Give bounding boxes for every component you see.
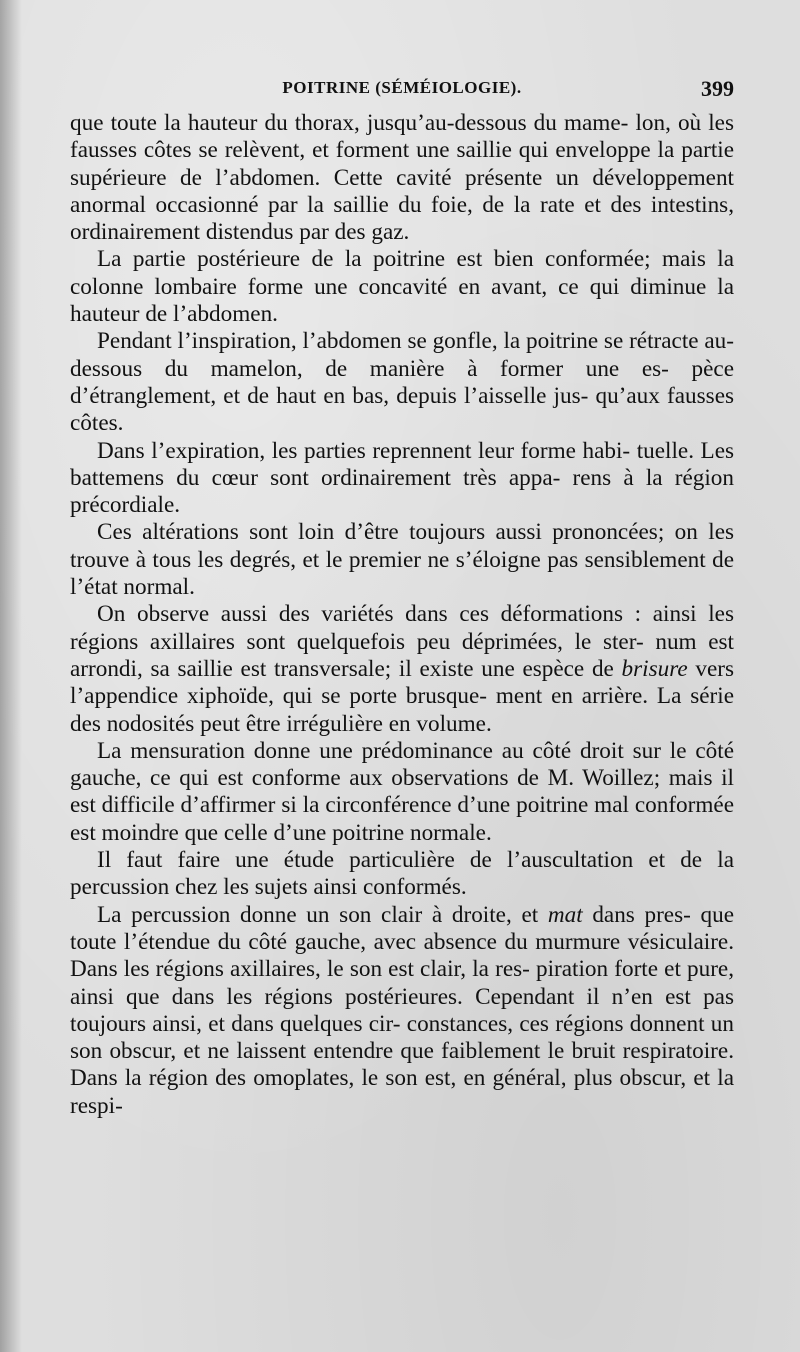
- line: Il faut faire une étude particulière de l’auscultation et de la: [97, 847, 734, 874]
- line: Ces altérations sont loin d’être toujours aussi prononcées;: [97, 519, 665, 546]
- line: On observe aussi des variétés dans ces déformations : ainsi: [97, 601, 697, 628]
- line: La mensuration donne une prédominance au côté droit sur: [97, 737, 661, 764]
- line: constances, ces régions donnent un son obscur, et ne laissent: [70, 1010, 734, 1065]
- line: Pendant l’inspiration, l’abdomen se gonfle, la poitrine se: [97, 328, 624, 355]
- paragraph-5: [70, 519, 734, 601]
- paragraph-1: [70, 110, 734, 246]
- line: que toute l’étendue du côté gauche, avec absence du murmure: [70, 901, 735, 955]
- line: les régions axillaires sont quelquefois peu déprimées, le ster-: [70, 601, 734, 655]
- line: entendre que faiblement le bruit respiratoire. Dans la région: [70, 1038, 734, 1092]
- page-number: 399: [701, 76, 734, 101]
- paragraph-9: [70, 902, 734, 1120]
- line: que toute la hauteur du thorax, jusqu’au-dessous du mame-: [70, 110, 629, 136]
- line: présente un développement anormal occasionné par la saillie: [70, 164, 735, 218]
- line: sensiblement de l’état normal.: [70, 546, 734, 601]
- paragraph-7: [70, 738, 734, 847]
- line: Cependant il n’en est pas toujours ainsi, et dans quelques cir-: [70, 983, 735, 1037]
- paragraph-8: [70, 847, 734, 902]
- line: piration forte et pure, ainsi que dans les régions postérieures.: [70, 956, 735, 1010]
- line: M. Woillez; mais il est difficile d’affirmer si la circonférence: [70, 765, 734, 819]
- line: diminue la hauteur de l’abdomen.: [70, 273, 734, 328]
- line: de brisure vers l’appendice xiphoïde, qui se porte brusque-: [70, 655, 735, 710]
- running-head: POITRINE (SÉMÉIOLOGIE).: [282, 78, 522, 97]
- line: La percussion donne un son clair à droite, et mat dans pres-: [97, 901, 691, 928]
- line: num est arrondi, sa saillie est transversale; il existe une espèce: [70, 628, 734, 682]
- line: qu’aux fausses côtes.: [70, 382, 735, 437]
- line: ment en arrière. La série des nodosités peut être irrégulière en: [70, 683, 734, 737]
- italic-word: brisure: [621, 655, 688, 682]
- line: du foie, de la rate et des intestins, ordinairement distendus: [70, 191, 734, 246]
- line: mais la colonne lombaire forme une concavité en avant, ce qui: [70, 246, 734, 300]
- line: qui enveloppe la partie supérieure de l’abdomen. Cette cavité: [70, 137, 735, 191]
- paragraph-3: [70, 328, 734, 437]
- line: poitrine normale.: [332, 819, 492, 846]
- paragraph-6: [70, 601, 734, 737]
- line: tuelle. Les battemens du cœur sont ordinairement très appa-: [70, 437, 735, 491]
- paragraph-4: [70, 438, 734, 520]
- line: lon, où les fausses côtes se relèvent, et forment une saillie: [70, 110, 734, 164]
- line: des omoplates, le son est, en général, plus obscur, et la respi-: [70, 1065, 734, 1119]
- line: rétracte au-dessous du mamelon, de manière à former une es-: [70, 328, 734, 382]
- line: percussion chez les sujets ainsi conformés.: [70, 874, 467, 901]
- page-header: [70, 76, 734, 106]
- body-text: [70, 110, 734, 1120]
- paragraph-2: [70, 246, 734, 328]
- line: vésiculaire. Dans les régions axillaires, le son est clair, la res-: [70, 928, 735, 983]
- line: Dans l’expiration, les parties reprennent leur forme habi-: [97, 437, 631, 464]
- line: pèce d’étranglement, et de haut en bas, depuis l’aisselle jus-: [70, 355, 735, 409]
- line: volume.: [416, 710, 492, 737]
- line: La partie postérieure de la poitrine est bien conformée;: [97, 246, 651, 273]
- line: on les trouve à tous les degrés, et le premier ne s’éloigne pas: [70, 519, 735, 573]
- italic-word: mat: [547, 901, 583, 928]
- line: par des gaz.: [299, 219, 410, 246]
- line: rens à la région précordiale.: [70, 464, 734, 519]
- line: le côté gauche, ce qui est conforme aux observations de: [70, 737, 734, 792]
- line: d’une poitrine mal conformée est moindre que celle d’une: [70, 792, 734, 846]
